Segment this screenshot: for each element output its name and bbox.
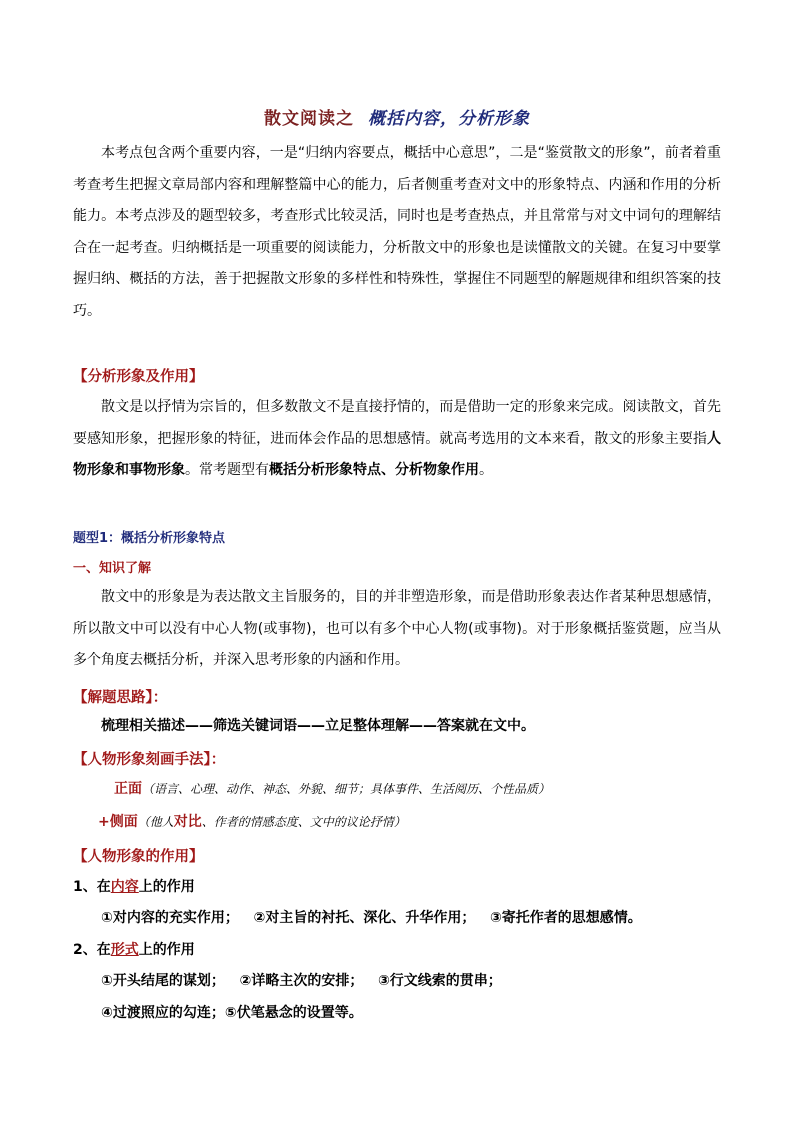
- side-method-line: [98, 811, 406, 831]
- section1-text-e: 。: [479, 462, 493, 478]
- section1-heading: 【分析形象及作用】: [73, 369, 204, 385]
- front-method-line: [114, 778, 550, 798]
- form-role-label: [73, 939, 195, 959]
- front-label: 正面: [114, 781, 142, 797]
- form-label-b: 形式: [110, 942, 139, 958]
- side-text-a: （他人: [137, 815, 174, 829]
- side-label: 侧面: [109, 814, 138, 830]
- side-prefix: +: [98, 814, 110, 830]
- content-role-label: [73, 876, 195, 896]
- knowledge-heading: 一、知识了解: [73, 561, 152, 576]
- form-role-items-2: ④过渡照应的勾连；⑤伏笔悬念的设置等。: [101, 1005, 363, 1021]
- section1-text-c: 。常考题型有: [185, 462, 269, 478]
- form-label-a: 2、在: [73, 942, 111, 958]
- content-label-c: 上的作用: [138, 879, 195, 895]
- side-text-c: 、作者的情感态度、文中的议论抒情）: [201, 815, 406, 829]
- approach-heading: 【解题思路】：: [73, 690, 168, 706]
- page-title: [0, 104, 794, 129]
- section1-text-b: 人物形象和事物形象: [73, 430, 721, 478]
- section1-paragraph: [73, 392, 721, 487]
- type1-label: 题型1：概括分析形象特点: [73, 531, 226, 546]
- content-role-items: ①对内容的充实作用； ②对主旨的衬托、深化、升华作用； ③寄托作者的思想感情。: [101, 910, 642, 926]
- methods-heading: 【人物形象刻画手法】：: [73, 752, 226, 768]
- intro-paragraph: 本考点包含两个重要内容，一是“归纳内容要点，概括中心意思”，二是“鉴赏散文的形象”，前者着重考查考生把握文章局部内容和理解整篇中心的能力，后者侧重考查对文中的形象特点、内涵和作用的分析能力。本考点涉及的题型较多，考查形式比较灵活，同时也是考查热点，并且常常与对文中词句的理解结合在一起考查。归纳概括是一项重要的阅读能力，分析散文中的形象也是读懂散文的关键。在复习中要掌握归纳、概括的方法，善于把握散文形象的多样性和特殊性，掌握住不同题型的解题规律和组织答案的技巧。: [73, 145, 721, 319]
- section1-text-a: 散文是以抒情为宗旨的，但多数散文不是直接抒情的，而是借助一定的形象来完成。阅读散文，首先要感知形象，把握形象的特征，进而体会作品的思想感情。就高考选用的文本来看，散文的形象主要指: [73, 399, 721, 447]
- form-role-items-1: ①开头结尾的谋划； ②详略主次的安排； ③行文线索的贯串；: [101, 973, 502, 989]
- title-part1: 散文阅读之: [264, 109, 354, 129]
- approach-text: 梳理相关描述——筛选关键词语——立足整体理解——答案就在文中。: [101, 718, 535, 734]
- front-text: （语言、心理、动作、神态、外貌、细节；具体事件、生活阅历、个性品质）: [142, 782, 551, 796]
- section1-text-d: 概括分析形象特点、分析物象作用: [269, 462, 479, 478]
- content-label-b: 内容: [110, 879, 139, 895]
- title-part2: 概括内容，分析形象: [368, 109, 530, 129]
- side-text-b: 对比: [173, 814, 202, 830]
- content-label-a: 1、在: [73, 879, 111, 895]
- role-heading: 【人物形象的作用】: [73, 849, 204, 865]
- knowledge-paragraph: 散文中的形象是为表达散文主旨服务的，目的并非塑造形象，而是借助形象表达作者某种思想感情，所以散文中可以没有中心人物(或事物)，也可以有多个中心人物(或事物)。对于形象概括鉴赏题，应当从多个角度去概括分析，并深入思考形象的内涵和作用。: [73, 589, 721, 668]
- form-label-c: 上的作用: [138, 942, 195, 958]
